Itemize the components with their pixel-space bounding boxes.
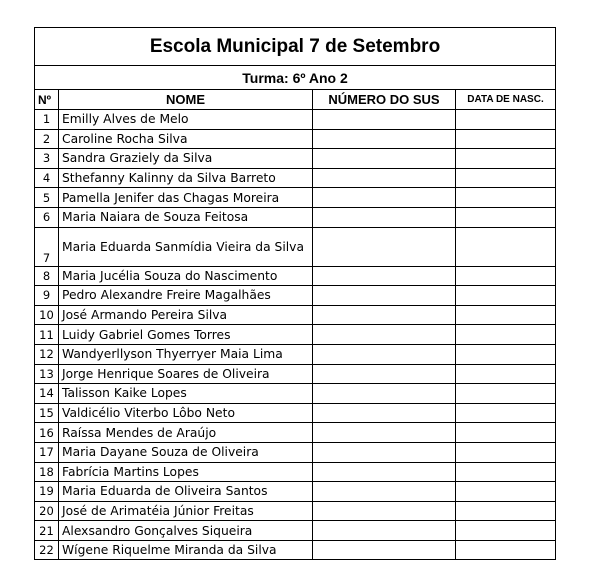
birth-date-cell[interactable] (456, 325, 556, 345)
birth-date-cell[interactable] (456, 521, 556, 541)
table-row (35, 521, 556, 541)
sus-number-cell[interactable] (313, 188, 456, 208)
column-birth-date: DATA DE NASC. (456, 90, 556, 110)
student-number: 1 (35, 110, 59, 130)
birth-date-cell[interactable] (456, 227, 556, 266)
birth-date-cell[interactable] (456, 286, 556, 306)
birth-date-cell[interactable] (456, 110, 556, 130)
sus-number-cell[interactable] (313, 266, 456, 286)
sus-number-cell[interactable] (313, 501, 456, 521)
sus-number-cell[interactable] (313, 403, 456, 423)
column-sus-number: NÚMERO DO SUS (313, 90, 456, 110)
student-number: 10 (35, 305, 59, 325)
sus-number-cell[interactable] (313, 482, 456, 502)
table-row (35, 168, 556, 188)
table-row (35, 442, 556, 462)
birth-date-cell[interactable] (456, 442, 556, 462)
sus-number-cell[interactable] (313, 325, 456, 345)
sus-number-cell[interactable] (313, 110, 456, 130)
student-name: Fabrícia Martins Lopes (59, 462, 313, 482)
table-row (35, 188, 556, 208)
student-number: 21 (35, 521, 59, 541)
student-name: Raíssa Mendes de Araújo (59, 423, 313, 443)
birth-date-cell[interactable] (456, 266, 556, 286)
birth-date-cell[interactable] (456, 384, 556, 404)
student-name: Jorge Henrique Soares de Oliveira (59, 364, 313, 384)
student-name: Maria Naiara de Souza Feitosa (59, 207, 313, 227)
student-number: 19 (35, 482, 59, 502)
table-row (35, 325, 556, 345)
school-title: Escola Municipal 7 de Setembro (35, 28, 556, 66)
student-number: 13 (35, 364, 59, 384)
student-name: Alexsandro Gonçalves Siqueira (59, 521, 313, 541)
student-number: 18 (35, 462, 59, 482)
student-name: Maria Jucélia Souza do Nascimento (59, 266, 313, 286)
table-row (35, 266, 556, 286)
table-row (35, 384, 556, 404)
student-number: 12 (35, 344, 59, 364)
table-row (35, 501, 556, 521)
roster-body (35, 110, 556, 560)
student-name: Sthefanny Kalinny da Silva Barreto (59, 168, 313, 188)
student-number: 4 (35, 168, 59, 188)
sus-number-cell[interactable] (313, 540, 456, 560)
student-number: 14 (35, 384, 59, 404)
birth-date-cell[interactable] (456, 344, 556, 364)
birth-date-cell[interactable] (456, 462, 556, 482)
column-header-row (35, 90, 556, 110)
sus-number-cell[interactable] (313, 227, 456, 266)
class-label: Turma: 6º Ano 2 (35, 66, 556, 90)
student-name: Wígene Riquelme Miranda da Silva (59, 540, 313, 560)
sus-number-cell[interactable] (313, 305, 456, 325)
sus-number-cell[interactable] (313, 423, 456, 443)
table-row (35, 482, 556, 502)
table-row (35, 462, 556, 482)
birth-date-cell[interactable] (456, 540, 556, 560)
student-number: 16 (35, 423, 59, 443)
sus-number-cell[interactable] (313, 286, 456, 306)
table-row (35, 364, 556, 384)
table-row (35, 423, 556, 443)
student-number: 9 (35, 286, 59, 306)
birth-date-cell[interactable] (456, 149, 556, 169)
sus-number-cell[interactable] (313, 384, 456, 404)
student-name: Pamella Jenifer das Chagas Moreira (59, 188, 313, 208)
student-name: Maria Eduarda Sanmídia Vieira da Silva (59, 227, 313, 266)
student-roster-table (34, 27, 556, 560)
student-number: 8 (35, 266, 59, 286)
student-number: 7 (35, 227, 59, 266)
table-row (35, 110, 556, 130)
table-row (35, 207, 556, 227)
student-name: José Armando Pereira Silva (59, 305, 313, 325)
column-number: Nº (35, 90, 59, 110)
student-name: Sandra Graziely da Silva (59, 149, 313, 169)
student-name: Luidy Gabriel Gomes Torres (59, 325, 313, 345)
birth-date-cell[interactable] (456, 305, 556, 325)
birth-date-cell[interactable] (456, 423, 556, 443)
birth-date-cell[interactable] (456, 188, 556, 208)
student-name: Maria Dayane Souza de Oliveira (59, 442, 313, 462)
sus-number-cell[interactable] (313, 442, 456, 462)
sus-number-cell[interactable] (313, 207, 456, 227)
sus-number-cell[interactable] (313, 462, 456, 482)
student-name: Maria Eduarda de Oliveira Santos (59, 482, 313, 502)
student-number: 5 (35, 188, 59, 208)
student-number: 22 (35, 540, 59, 560)
sus-number-cell[interactable] (313, 521, 456, 541)
birth-date-cell[interactable] (456, 501, 556, 521)
birth-date-cell[interactable] (456, 482, 556, 502)
student-number: 11 (35, 325, 59, 345)
student-number: 6 (35, 207, 59, 227)
sus-number-cell[interactable] (313, 129, 456, 149)
table-row (35, 540, 556, 560)
table-row (35, 286, 556, 306)
birth-date-cell[interactable] (456, 403, 556, 423)
student-name: José de Arimatéia Júnior Freitas (59, 501, 313, 521)
sus-number-cell[interactable] (313, 344, 456, 364)
table-row (35, 227, 556, 266)
student-number: 17 (35, 442, 59, 462)
student-number: 3 (35, 149, 59, 169)
student-name: Wandyerllyson Thyerryer Maia Lima (59, 344, 313, 364)
student-name: Emilly Alves de Melo (59, 110, 313, 130)
student-number: 15 (35, 403, 59, 423)
table-row (35, 305, 556, 325)
column-name: NOME (59, 90, 313, 110)
birth-date-cell[interactable] (456, 168, 556, 188)
student-name: Pedro Alexandre Freire Magalhães (59, 286, 313, 306)
birth-date-cell[interactable] (456, 207, 556, 227)
student-name: Caroline Rocha Silva (59, 129, 313, 149)
table-row (35, 344, 556, 364)
student-number: 20 (35, 501, 59, 521)
sus-number-cell[interactable] (313, 168, 456, 188)
birth-date-cell[interactable] (456, 129, 556, 149)
student-number: 2 (35, 129, 59, 149)
sus-number-cell[interactable] (313, 364, 456, 384)
student-name: Talisson Kaike Lopes (59, 384, 313, 404)
student-name: Valdicélio Viterbo Lôbo Neto (59, 403, 313, 423)
birth-date-cell[interactable] (456, 364, 556, 384)
sus-number-cell[interactable] (313, 149, 456, 169)
table-row (35, 149, 556, 169)
table-row (35, 403, 556, 423)
table-row (35, 129, 556, 149)
